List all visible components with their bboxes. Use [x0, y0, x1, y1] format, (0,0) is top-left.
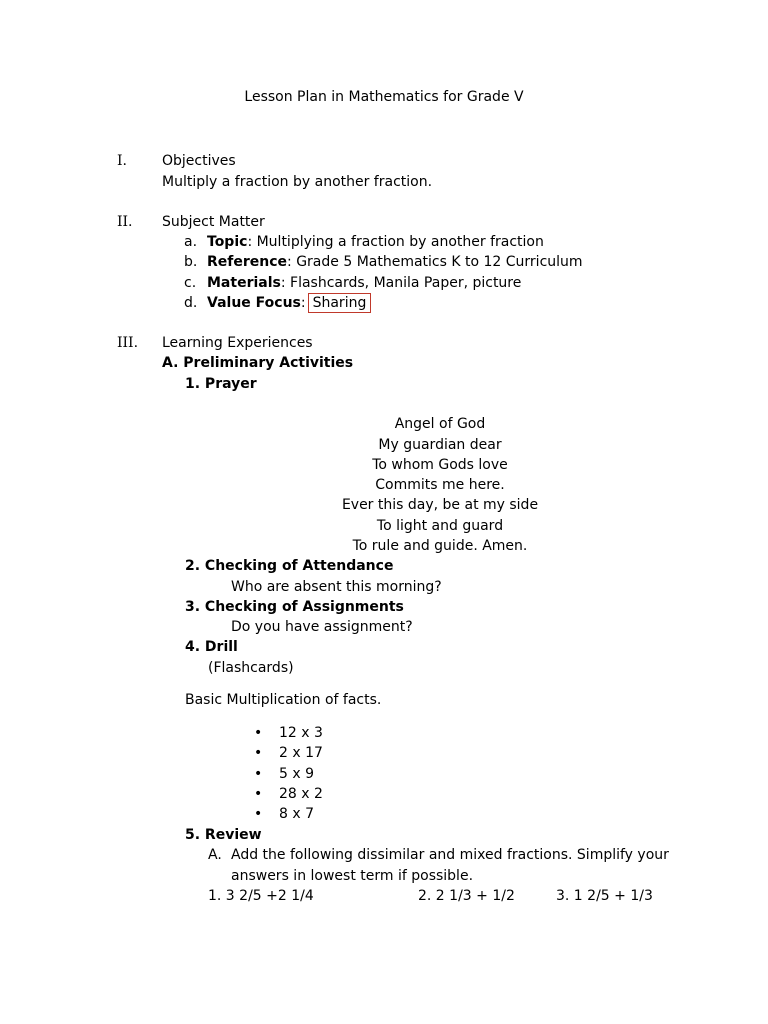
assignments-text: Do you have assignment? — [231, 619, 413, 635]
prayer-line: Commits me here. — [375, 477, 505, 493]
fact-text: 2 x 17 — [279, 745, 323, 761]
drill-fact — [254, 723, 323, 743]
subject-matter-heading: Subject Matter — [162, 214, 265, 230]
bullet: • — [254, 806, 263, 822]
item-value: : Multiplying a fraction by another fraction — [247, 234, 544, 250]
drill-intro: Basic Multiplication of facts. — [185, 692, 382, 708]
item-value: : Flashcards, Manila Paper, picture — [280, 275, 522, 291]
prayer-line: To rule and guide. Amen. — [352, 538, 528, 554]
subject-item-value-focus — [184, 293, 371, 313]
prayer-heading: 1. Prayer — [185, 376, 257, 392]
drill-fact — [254, 743, 323, 763]
objectives-heading: Objectives — [162, 153, 236, 169]
item-marker: b. — [184, 254, 198, 270]
drill-fact — [254, 764, 314, 784]
item-value: : Grade 5 Mathematics K to 12 Curriculum — [287, 254, 583, 270]
subject-item-materials — [184, 273, 521, 293]
section-numeral-learning: III. — [117, 335, 139, 351]
page-title: Lesson Plan in Mathematics for Grade V — [244, 89, 524, 105]
fact-text: 28 x 2 — [279, 786, 323, 802]
review-instruction-line-1: Add the following dissimilar and mixed fractions. Simplify your — [231, 847, 669, 863]
subject-item-topic — [184, 232, 544, 252]
item-label: Reference — [207, 254, 288, 270]
bullet: • — [254, 766, 263, 782]
assignments-heading: 3. Checking of Assignments — [185, 599, 404, 615]
review-problem-1: 1. 3 2/5 +2 1/4 — [208, 888, 314, 904]
item-marker: a. — [184, 234, 198, 250]
review-problem-3: 3. 1 2/5 + 1/3 — [556, 888, 653, 904]
prayer-line: My guardian dear — [378, 437, 502, 453]
learning-heading: Learning Experiences — [162, 335, 313, 351]
item-marker: c. — [184, 275, 197, 291]
drill-note: (Flashcards) — [208, 660, 294, 676]
prayer-line: Ever this day, be at my side — [341, 497, 539, 513]
item-label: Value Focus — [207, 295, 301, 311]
value-focus-highlight: Sharing — [308, 293, 372, 313]
attendance-text: Who are absent this morning? — [231, 579, 442, 595]
subject-item-reference — [184, 252, 583, 272]
section-numeral-objectives: I. — [117, 153, 127, 169]
drill-heading: 4. Drill — [185, 639, 238, 655]
drill-fact — [254, 804, 314, 824]
item-label: Topic — [207, 234, 248, 250]
prayer-line: To light and guard — [376, 518, 504, 534]
drill-fact — [254, 784, 323, 804]
review-problem-2: 2. 2 1/3 + 1/2 — [418, 888, 515, 904]
bullet: • — [254, 725, 263, 741]
fact-text: 8 x 7 — [279, 806, 314, 822]
item-separator: : — [300, 295, 306, 311]
preliminary-activities-heading: A. Preliminary Activities — [162, 355, 354, 371]
item-marker: d. — [184, 295, 198, 311]
review-heading: 5. Review — [185, 827, 262, 843]
prayer-line: Angel of God — [394, 416, 486, 432]
attendance-heading: 2. Checking of Attendance — [185, 558, 394, 574]
review-marker: A. — [208, 847, 222, 863]
section-numeral-subject-matter: II. — [117, 214, 133, 230]
objectives-text: Multiply a fraction by another fraction. — [162, 174, 433, 190]
item-label: Materials — [207, 275, 281, 291]
fact-text: 5 x 9 — [279, 766, 314, 782]
bullet: • — [254, 786, 263, 802]
prayer-line: To whom Gods love — [372, 457, 508, 473]
review-instruction-line-2: answers in lowest term if possible. — [231, 868, 474, 884]
fact-text: 12 x 3 — [279, 725, 323, 741]
bullet: • — [254, 745, 263, 761]
